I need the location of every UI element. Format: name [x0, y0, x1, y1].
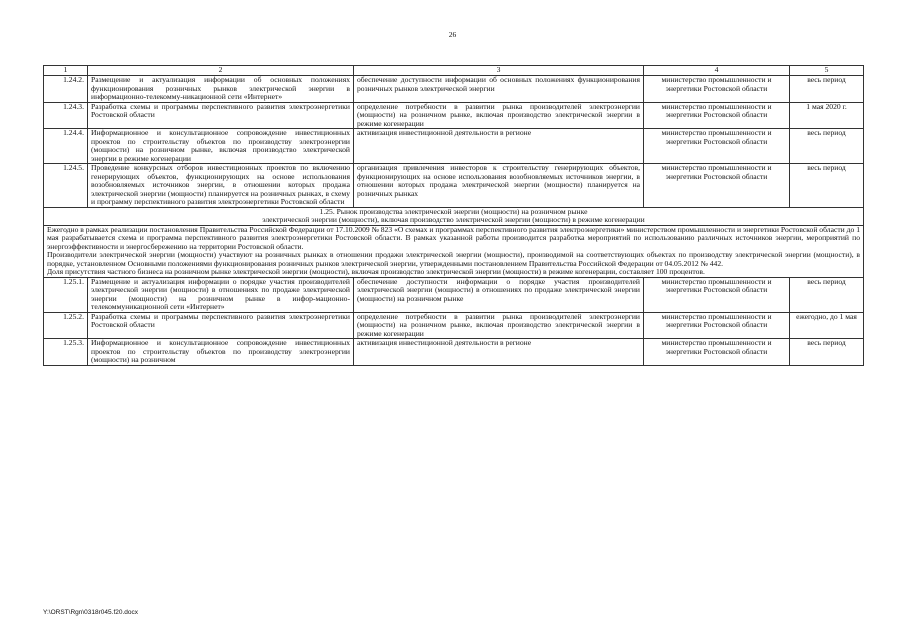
table-row	[44, 164, 864, 208]
table-row	[44, 339, 864, 366]
section-title-row	[44, 207, 864, 225]
measure-text: Размещение и актуализация информации о порядке участия производителей электрической энергии (мощности) в отношениях по продаже электрической энергии (мощности) на розничном рынке в инфор-мационно-телекоммуникационной сети «Интернет»	[88, 277, 354, 312]
column-number: 4	[644, 66, 790, 76]
column-number: 5	[790, 66, 864, 76]
deadline: весь период	[790, 129, 864, 164]
responsible-body: министерство промышленности и энергетики Ростовской области	[644, 277, 790, 312]
measure-text: Информационное и консультационное сопровождение инвестиционных проектов по строительству объектов по производству электроэнергии (мощности) на розничном рынке, включая производство электрической энергии в режиме когенерации	[88, 129, 354, 164]
table-row	[44, 129, 864, 164]
expected-result: определение потребности в развитии рынка производителей электроэнергии (мощности) на розничном рынке, включая производство электрической энергии в режиме когенерации	[354, 312, 644, 339]
expected-result: обеспечение доступности информации об основных положениях функционирования розничных рынков электрической энергии	[354, 76, 644, 103]
section-paragraph: Ежегодно в рамках реализации постановления Правительства Российской Федерации от 17.10.2009 № 823 «О схемах и программах перспективного развития электроэнергетики» министерством промышленности и энергетики Ростовской области до 1 мая разрабатывается схема и программа перспективного развития электроэнергетики Ростовской области. В рамках указанной работы производится разработка мероприятий по использованию различных источников энергии, мероприятий по энергоэффективности и энергосбережению на территории Ростовской области.	[47, 224, 860, 251]
expected-result: определение потребности в развитии рынка производителей электроэнергии (мощности) на розничном рынке, включая производство электрической энергии в режиме когенерации	[354, 102, 644, 129]
expected-result: активизация инвестиционной деятельности в регионе	[354, 129, 644, 164]
measure-text: Размещение и актуализация информации об основных положениях функционирования розничных рынков электрической энергии в информационно-телекомму-никационной сети «Интернет»	[88, 76, 354, 103]
table-row	[44, 277, 864, 312]
column-number: 3	[354, 66, 644, 76]
responsible-body: министерство промышленности и энергетики Ростовской области	[644, 312, 790, 339]
section-text-row	[44, 225, 864, 277]
item-number: 1.24.4.	[44, 129, 88, 164]
item-number: 1.25.3.	[44, 339, 88, 366]
item-number: 1.25.1.	[44, 277, 88, 312]
deadline: ежегодно, до 1 мая	[790, 312, 864, 339]
responsible-body: министерство промышленности и энергетики Ростовской области	[644, 129, 790, 164]
column-number-row	[44, 66, 864, 76]
expected-result: активизация инвестиционной деятельности в регионе	[354, 339, 644, 366]
item-number: 1.24.3.	[44, 102, 88, 129]
responsible-body: министерство промышленности и энергетики Ростовской области	[644, 164, 790, 208]
measure-text: Проведение конкурсных отборов инвестиционных проектов по включению генерирующих объектов, функционирующих на основе использования возобновляемых источников энергии, в отношении которых продажа электрической энергии (мощности) планируется на розничных рынках, в схему и программу перспективного развития электроэнергетики Ростовской области	[88, 164, 354, 208]
expected-result: обеспечение доступности информации о порядке участия производителей электрической энергии (мощности) в отношениях по продаже электрической энергии (мощности) на розничном рынке	[354, 277, 644, 312]
measure-text: Информационное и консультационное сопровождение инвестиционных проектов по строительству объектов по производству электроэнергии (мощности) на розничном	[88, 339, 354, 366]
item-number: 1.25.2.	[44, 312, 88, 339]
deadline: весь период	[790, 339, 864, 366]
section-title: 1.25. Рынок производства электрической энергии (мощности) на розничном рынке	[319, 206, 588, 216]
item-number: 1.24.5.	[44, 164, 88, 208]
expected-result: организация привлечения инвесторов к строительству генерирующих объектов, функционирующих на основе использования возобновляемых источников энергии, в отношении которых продажа электрической энергии (мощности) планируется на розничных рынках	[354, 164, 644, 208]
section-paragraph: Доля присутствия частного бизнеса на розничном рынке электрической энергии (мощности), включая производство электрической энергии (мощности) в режиме когенерации, составляет 100 процентов.	[47, 267, 705, 276]
column-number: 1	[44, 66, 88, 76]
measure-text: Разработка схемы и программы перспективного развития электроэнергетики Ростовской области	[88, 102, 354, 129]
table-row	[44, 102, 864, 129]
responsible-body: министерство промышленности и энергетики Ростовской области	[644, 76, 790, 103]
file-path-footer: Y:\ORST\Rgn\0318r045.f20.docx	[43, 609, 139, 616]
deadline: весь период	[790, 76, 864, 103]
item-number: 1.24.2.	[44, 76, 88, 103]
deadline: весь период	[790, 277, 864, 312]
responsible-body: министерство промышленности и энергетики Ростовской области	[644, 102, 790, 129]
measure-text: Разработка схемы и программы перспективного развития электроэнергетики Ростовской области	[88, 312, 354, 339]
column-number: 2	[88, 66, 354, 76]
section-subtitle: электрической энергии (мощности), включая производство электрической энергии (мощности) в режиме когенерации	[262, 215, 645, 224]
deadline: весь период	[790, 164, 864, 208]
section-paragraph: Производители электрической энергии (мощности) участвуют на розничных рынках в отношении продажи электрической энергии (мощности), производимой на соответствующих объектах по производству электрической энергии (мощности), в порядке, установленном Основными положениями функционирования розничных рынков электрической энергии, утвержденными постановлением Правительства Российской Федерации от 04.05.2012 № 442.	[47, 250, 860, 268]
responsible-body: министерство промышленности и энергетики Ростовской области	[644, 339, 790, 366]
table-row	[44, 312, 864, 339]
page-number: 26	[448, 30, 457, 39]
deadline: 1 мая 2020 г.	[790, 102, 864, 129]
measures-table	[43, 65, 864, 366]
table-row	[44, 76, 864, 103]
